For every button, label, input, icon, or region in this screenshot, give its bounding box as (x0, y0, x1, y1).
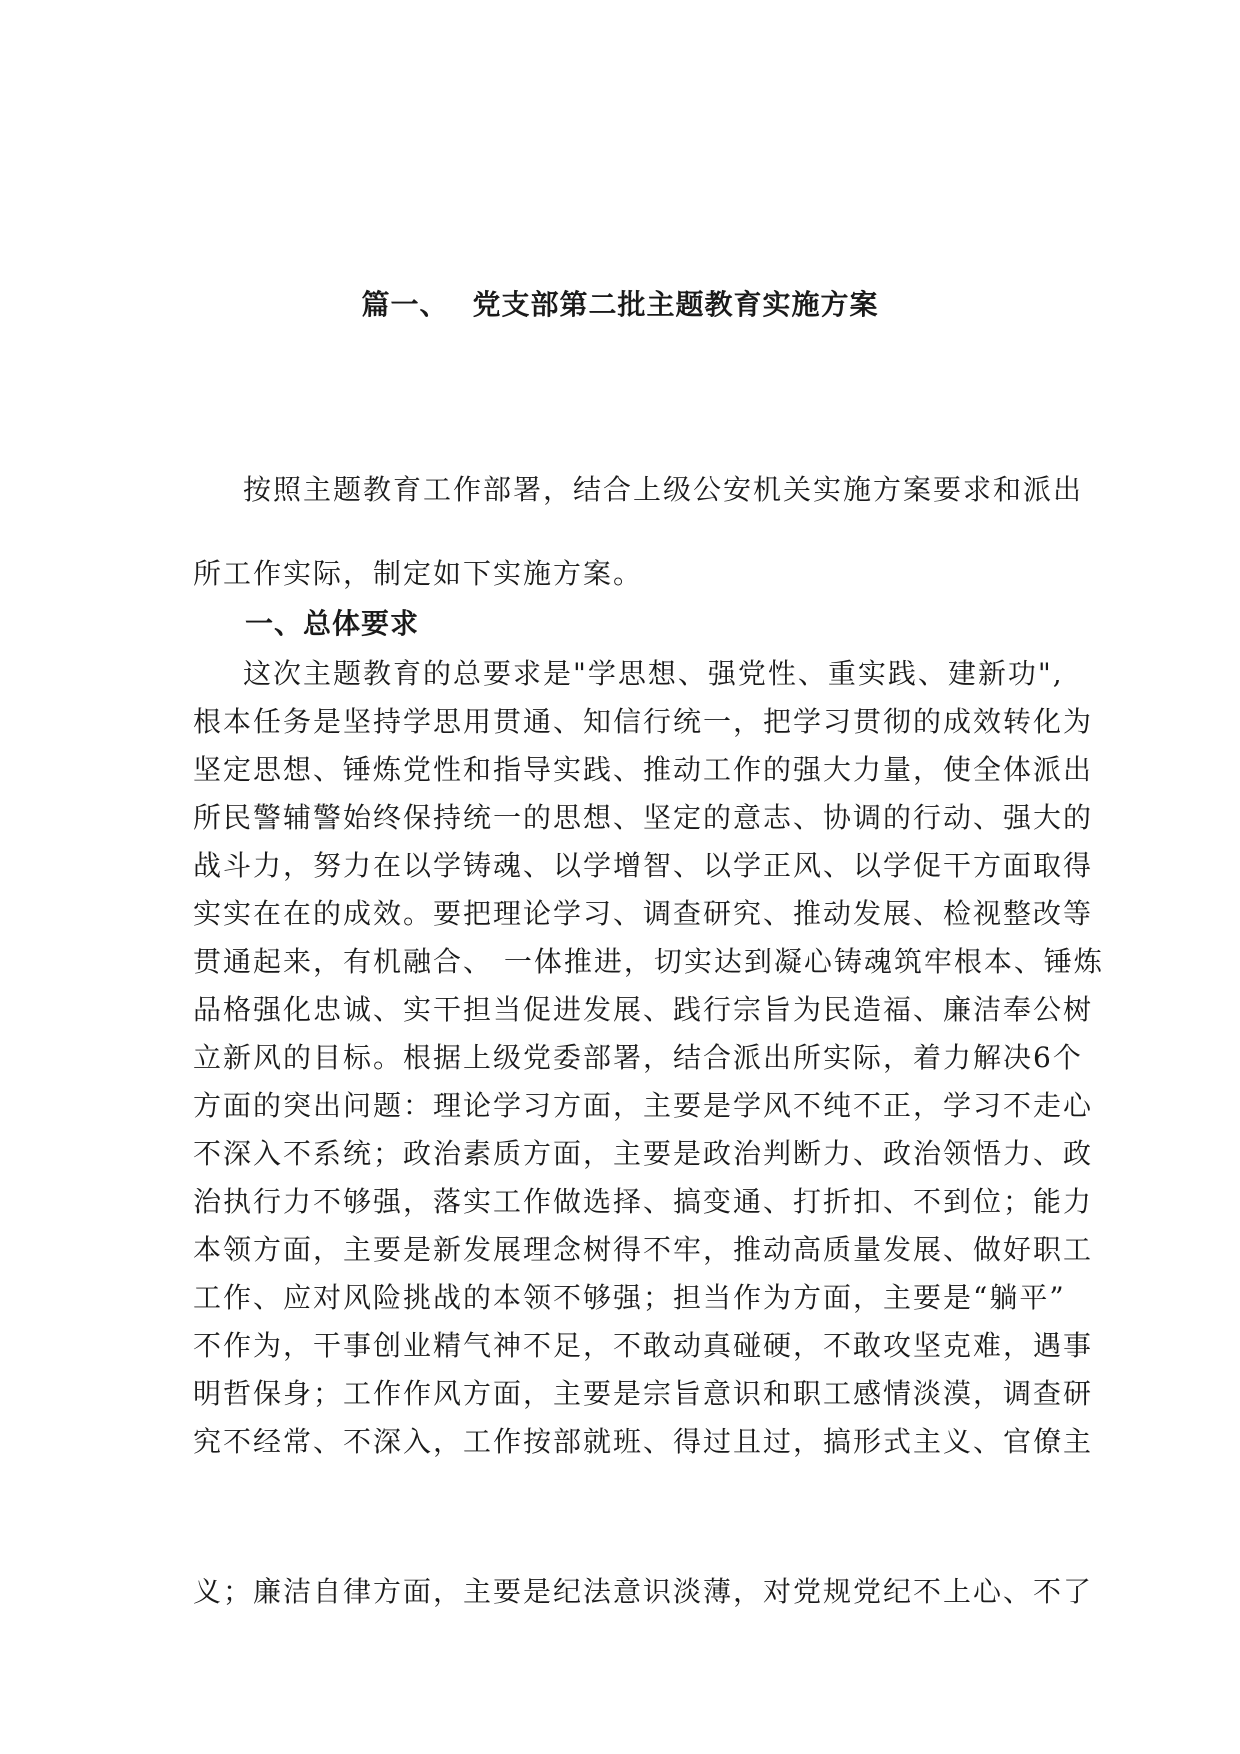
body-line: 坚定思想、锤炼党性和指导实践、推动工作的强大力量，使全体派出 (193, 753, 1094, 786)
body-line: 本领方面，主要是新发展理念树得不牢，推动高质量发展、做好职工 (193, 1233, 1094, 1266)
body-line: 究不经常、不深入，工作按部就班、得过且过，搞形式主义、官僚主 (193, 1425, 1094, 1458)
body-line: 品格强化忠诚、实干担当促进发展、践行宗旨为民造福、廉洁奉公树 (193, 993, 1094, 1026)
document-title (0, 285, 1240, 325)
intro-line: 按照主题教育工作部署，结合上级公安机关实施方案要求和派出 (243, 473, 1084, 506)
title-main: 党支部第二批主题教育实施方案 (472, 288, 879, 321)
body-line: 实实在在的成效。要把理论学习、调查研究、推动发展、检视整改等 (193, 897, 1094, 930)
body-line: 贯通起来，有机融合、 一体推进，切实达到凝心铸魂筑牢根本、锤炼 (193, 945, 1104, 978)
body-paragraph-cont (193, 1568, 1094, 1616)
body-line: 方面的突出问题：理论学习方面，主要是学风不纯不正，学习不走心 (193, 1089, 1094, 1122)
intro-paragraph (193, 466, 1084, 514)
body-line: 治执行力不够强，落实工作做选择、搞变通、打折扣、不到位；能力 (193, 1185, 1094, 1218)
title-prefix: 篇一、 (361, 288, 449, 321)
intro-line: 所工作实际，制定如下实施方案。 (193, 557, 644, 590)
body-paragraph (193, 650, 1104, 1466)
body-line: 根本任务是坚持学思用贯通、知信行统一，把学习贯彻的成效转化为 (193, 705, 1094, 738)
body-line: 明哲保身；工作作风方面，主要是宗旨意识和职工感情淡漠，调查研 (193, 1377, 1094, 1410)
body-line: 不深入不系统；政治素质方面，主要是政治判断力、政治领悟力、政 (193, 1137, 1094, 1170)
body-line: 所民警辅警始终保持统一的思想、坚定的意志、协调的行动、强大的 (193, 801, 1094, 834)
section-heading: 一、总体要求 (245, 607, 420, 640)
intro-paragraph-cont (193, 550, 1053, 598)
body-line: 工作、应对风险挑战的本领不够强；担当作为方面，主要是“躺平” (193, 1281, 1066, 1314)
body-line: 立新风的目标。根据上级党委部署，结合派出所实际，着力解决6个 (193, 1041, 1083, 1074)
body-line: 战斗力，努力在以学铸魂、以学增智、以学正风、以学促干方面取得 (193, 849, 1094, 882)
body-line: 这次主题教育的总要求是"学思想、强党性、重实践、建新功", (243, 657, 1064, 690)
body-line: 不作为，干事创业精气神不足，不敢动真碰硬，不敢攻坚克难，遇事 (193, 1329, 1094, 1362)
body-line: 义；廉洁自律方面，主要是纪法意识淡薄，对党规党纪不上心、不了 (193, 1575, 1094, 1608)
